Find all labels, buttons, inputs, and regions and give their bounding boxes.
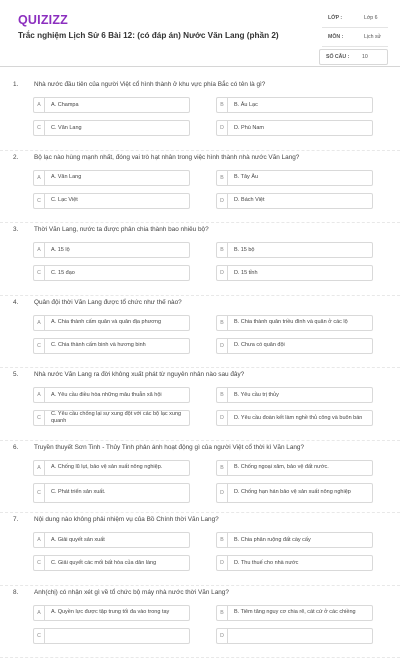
option-letter: A (34, 606, 45, 620)
option-text: C. Yêu cầu chống lại sự xung đột với các bộ lạc xung quanh (51, 411, 186, 425)
option-text: C. Lạc Việt (51, 194, 186, 208)
option-text: D. Chống hạn hán bảo vệ sản xuất nông nghiệp (234, 484, 369, 502)
option-text: B. Âu Lạc (234, 98, 369, 112)
option-text: A. 15 lộ (51, 243, 186, 257)
option-text: B. Yêu cầu trị thủy (234, 388, 369, 402)
answer-option-b[interactable] (216, 242, 373, 258)
question-number: 8. (13, 589, 18, 596)
option-letter: C (34, 556, 45, 570)
option-text: A. Chống lũ lụt, bảo vệ sản xuất nông nghiệp. (51, 461, 186, 475)
option-text: B. Chống ngoại xâm, bảo vệ đất nước. (234, 461, 369, 475)
answer-option-d[interactable] (216, 193, 373, 209)
answer-option-a[interactable] (33, 532, 190, 548)
option-letter: A (34, 461, 45, 475)
meta-label: MÔN : (328, 34, 343, 40)
answer-option-b[interactable] (216, 315, 373, 331)
option-text: B. Tiêm tăng nguy cơ chia rẽ, cát cứ ở các chiềng (234, 606, 369, 620)
question-3 (0, 223, 400, 296)
question-2 (0, 151, 400, 224)
answer-option-d[interactable] (216, 265, 373, 281)
quizizz-logo: QUIZIZZ (18, 13, 68, 27)
option-letter: A (34, 388, 45, 402)
option-letter: C (34, 339, 45, 353)
option-text: C. Văn Lang (51, 121, 186, 135)
answer-option-a[interactable] (33, 315, 190, 331)
answer-option-b[interactable] (216, 170, 373, 186)
question-number: 3. (13, 226, 18, 233)
option-text: A. Champa (51, 98, 186, 112)
meta-label: LỚP : (328, 15, 342, 21)
option-text (51, 629, 186, 643)
option-letter: A (34, 171, 45, 185)
meta-value: Lịch sử (364, 34, 381, 40)
answer-option-b[interactable] (216, 387, 373, 403)
answer-option-b[interactable] (216, 532, 373, 548)
question-text: Bộ lạc nào hùng mạnh nhất, đóng vai trò hạt nhân trong việc hình thành nhà nước Văn Lang? (34, 154, 384, 161)
option-text: A. Yêu cầu điều hòa những mâu thuẫn xã hội (51, 388, 186, 402)
meta-value: Lớp 6 (364, 15, 378, 21)
question-text: Nội dung nào không phải nhiệm vụ của Bồ Chính thời Văn Lang? (34, 516, 384, 523)
option-text: B. Chia thành quân triều đình và quân ở các lộ (234, 316, 369, 330)
question-number: 2. (13, 154, 18, 161)
page-title: Trắc nghiệm Lịch Sử 6 Bài 12: (có đáp án) Nước Văn Lang (phần 2) (18, 31, 308, 40)
option-letter: D (217, 556, 228, 570)
question-number: 7. (13, 516, 18, 523)
question-number: 1. (13, 81, 18, 88)
option-letter: B (217, 243, 228, 257)
option-letter: D (217, 339, 228, 353)
question-text: Nhà nước Văn Lang ra đời không xuất phát từ nguyên nhân nào sau đây? (34, 371, 384, 378)
option-text: C. 15 đạo (51, 266, 186, 280)
answer-option-c[interactable] (33, 193, 190, 209)
answer-option-a[interactable] (33, 242, 190, 258)
answer-option-b[interactable] (216, 460, 373, 476)
option-letter: B (217, 171, 228, 185)
question-list (0, 78, 400, 658)
option-text: A. Chia thành cấm quân và quân địa phương (51, 316, 186, 330)
meta-row-subject (322, 30, 388, 47)
answer-option-b[interactable] (216, 97, 373, 113)
option-text: B. Tây Âu (234, 171, 369, 185)
option-text: A. Văn Lang (51, 171, 186, 185)
option-letter: C (34, 411, 45, 425)
question-text: Anh(chị) có nhận xét gì về tổ chức bộ máy nhà nước thời Văn Lang? (34, 589, 384, 596)
option-letter: D (217, 121, 228, 135)
question-8 (0, 586, 400, 658)
question-number: 5. (13, 371, 18, 378)
option-letter: B (217, 606, 228, 620)
answer-option-a[interactable] (33, 387, 190, 403)
option-letter: C (34, 266, 45, 280)
answer-option-d[interactable] (216, 120, 373, 136)
option-letter: D (217, 484, 228, 502)
meta-row-class (322, 11, 388, 28)
question-number: 4. (13, 299, 18, 306)
answer-option-d[interactable] (216, 338, 373, 354)
option-letter: B (217, 388, 228, 402)
option-letter: B (217, 98, 228, 112)
option-letter: D (217, 411, 228, 425)
option-text: D. Thu thuế cho nhà nước (234, 556, 369, 570)
option-text: D. Bách Việt (234, 194, 369, 208)
question-text: Thời Văn Lang, nước ta được phân chia thành bao nhiêu bộ? (34, 226, 384, 233)
answer-option-d[interactable] (216, 628, 373, 644)
question-6 (0, 441, 400, 514)
option-letter: A (34, 243, 45, 257)
option-letter: A (34, 98, 45, 112)
question-text: Truyền thuyết Sơn Tinh - Thủy Tinh phản ánh hoạt động gì của người Việt cổ thời kì Văn Lang? (34, 444, 384, 451)
option-text (234, 629, 369, 643)
option-text: A. Quyền lực được tập trung tối đa vào trong tay (51, 606, 186, 620)
worksheet-header (0, 0, 400, 67)
question-4 (0, 296, 400, 369)
option-text: C. Chia thành cấm binh và hương binh (51, 339, 186, 353)
option-text: A. Giải quyết sản xuất (51, 533, 186, 547)
option-letter: B (217, 533, 228, 547)
answer-option-c[interactable] (33, 628, 190, 644)
question-text: Nhà nước đầu tiên của người Việt cổ hình thành ở khu vực phía Bắc có tên là gì? (34, 81, 384, 88)
option-letter: C (34, 629, 45, 643)
option-letter: D (217, 629, 228, 643)
answer-option-a[interactable] (33, 170, 190, 186)
option-letter: B (217, 316, 228, 330)
answer-option-a[interactable] (33, 97, 190, 113)
answer-option-b[interactable] (216, 605, 373, 621)
answer-option-d[interactable] (216, 483, 373, 503)
option-letter: B (217, 461, 228, 475)
meta-panel (322, 11, 388, 67)
answer-option-c[interactable] (33, 410, 190, 426)
option-text: D. Chưa có quân đội (234, 339, 369, 353)
meta-value: 10 (362, 54, 368, 60)
option-letter: C (34, 194, 45, 208)
meta-label: SỐ CÂU : (326, 54, 349, 60)
meta-row-count (319, 49, 388, 65)
question-text: Quân đội thời Văn Lang được tổ chức như thế nào? (34, 299, 384, 306)
option-text: D. Yêu cầu đoàn kết làm nghề thủ công và buôn bán (234, 411, 369, 425)
answer-option-c[interactable] (33, 338, 190, 354)
option-letter: A (34, 316, 45, 330)
answer-option-c[interactable] (33, 483, 190, 503)
question-7 (0, 513, 400, 586)
option-text: B. Chia phân ruộng đất cày cấy (234, 533, 369, 547)
option-letter: C (34, 121, 45, 135)
option-letter: C (34, 484, 45, 502)
question-number: 6. (13, 444, 18, 451)
option-text: D. 15 tỉnh (234, 266, 369, 280)
option-letter: D (217, 194, 228, 208)
answer-option-c[interactable] (33, 265, 190, 281)
option-text: D. Phù Nam (234, 121, 369, 135)
option-text: C. Giải quyết các mối bất hòa của dân làng (51, 556, 186, 570)
option-text: B. 15 bộ (234, 243, 369, 257)
answer-option-a[interactable] (33, 460, 190, 476)
question-1 (0, 78, 400, 151)
question-5 (0, 368, 400, 441)
option-text: C. Phát triển sản xuất. (51, 484, 186, 502)
answer-option-d[interactable] (216, 555, 373, 571)
answer-option-d[interactable] (216, 410, 373, 426)
answer-option-a[interactable] (33, 605, 190, 621)
option-letter: D (217, 266, 228, 280)
answer-option-c[interactable] (33, 555, 190, 571)
answer-option-c[interactable] (33, 120, 190, 136)
option-letter: A (34, 533, 45, 547)
